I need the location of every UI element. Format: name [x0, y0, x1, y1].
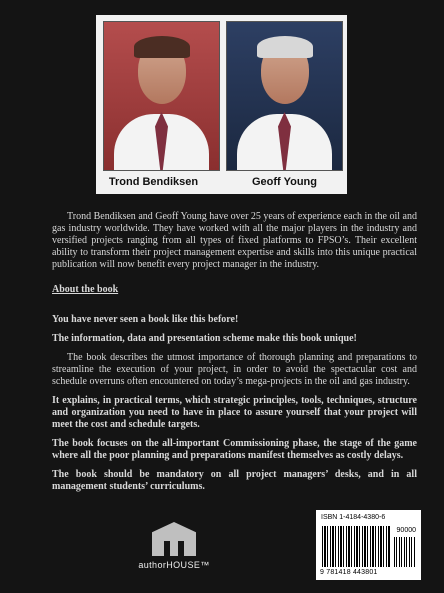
paragraph-6: The book should be mandatory on all project managers’ desks, and in all management students’ curriculums.	[52, 469, 417, 492]
paragraph-3: The book describes the utmost importance of thorough planning and preparations to streamline the execution of your project, in order to avoid the spectacular cost and schedule overruns often encountered on today’s mega-projects in the oil and gas industry.	[52, 352, 417, 387]
paragraph-1: You have never seen a book like this before!	[52, 314, 239, 325]
paragraph-5: The book focuses on the all-important Commissioning phase, the stage of the game where all the poor planning and preparations manifest themselves as costly delays.	[52, 438, 417, 461]
publisher-building-icon	[152, 522, 196, 556]
barcode-box	[316, 510, 421, 580]
isbn-label: ISBN 1-4184-4380-6	[321, 514, 386, 521]
barcode-icon	[322, 526, 390, 567]
paragraph-4: It explains, in practical terms, which strategic principles, tools, techniques, structure and organization you need to have in place to assure yourself that your project will meet the cost and schedule targets.	[52, 395, 417, 430]
author-photo-trond-bendiksen	[103, 21, 220, 171]
price-code: 90000	[396, 527, 416, 534]
back-cover-copy	[52, 211, 417, 500]
price-barcode-icon	[394, 537, 415, 567]
author-photo-panel	[96, 15, 347, 194]
author-name-left: Trond Bendiksen	[108, 176, 199, 188]
author-photo-geoff-young	[226, 21, 343, 171]
author-name-right: Geoff Young	[252, 176, 317, 188]
barcode-number: 9 781418 443801	[320, 569, 378, 576]
author-bio: Trond Bendiksen and Geoff Young have over 25 years of experience each in the oil and gas industry worldwide. They have worked with all the major players in the industry and versified projects ranging from all types of fixed platforms to FPSO’s. Their excellent ability to transform their project management expertise and skills into this unique practical publication will now benefit every project manager in the industry.	[52, 211, 417, 270]
hair-shape	[134, 36, 190, 58]
paragraph-2: The information, data and presentation scheme make this book unique!	[52, 333, 357, 344]
publisher-name: authorHOUSE™	[138, 560, 210, 570]
hair-shape	[257, 36, 313, 58]
publisher-logo	[131, 522, 217, 580]
section-title: About the book	[52, 284, 119, 295]
